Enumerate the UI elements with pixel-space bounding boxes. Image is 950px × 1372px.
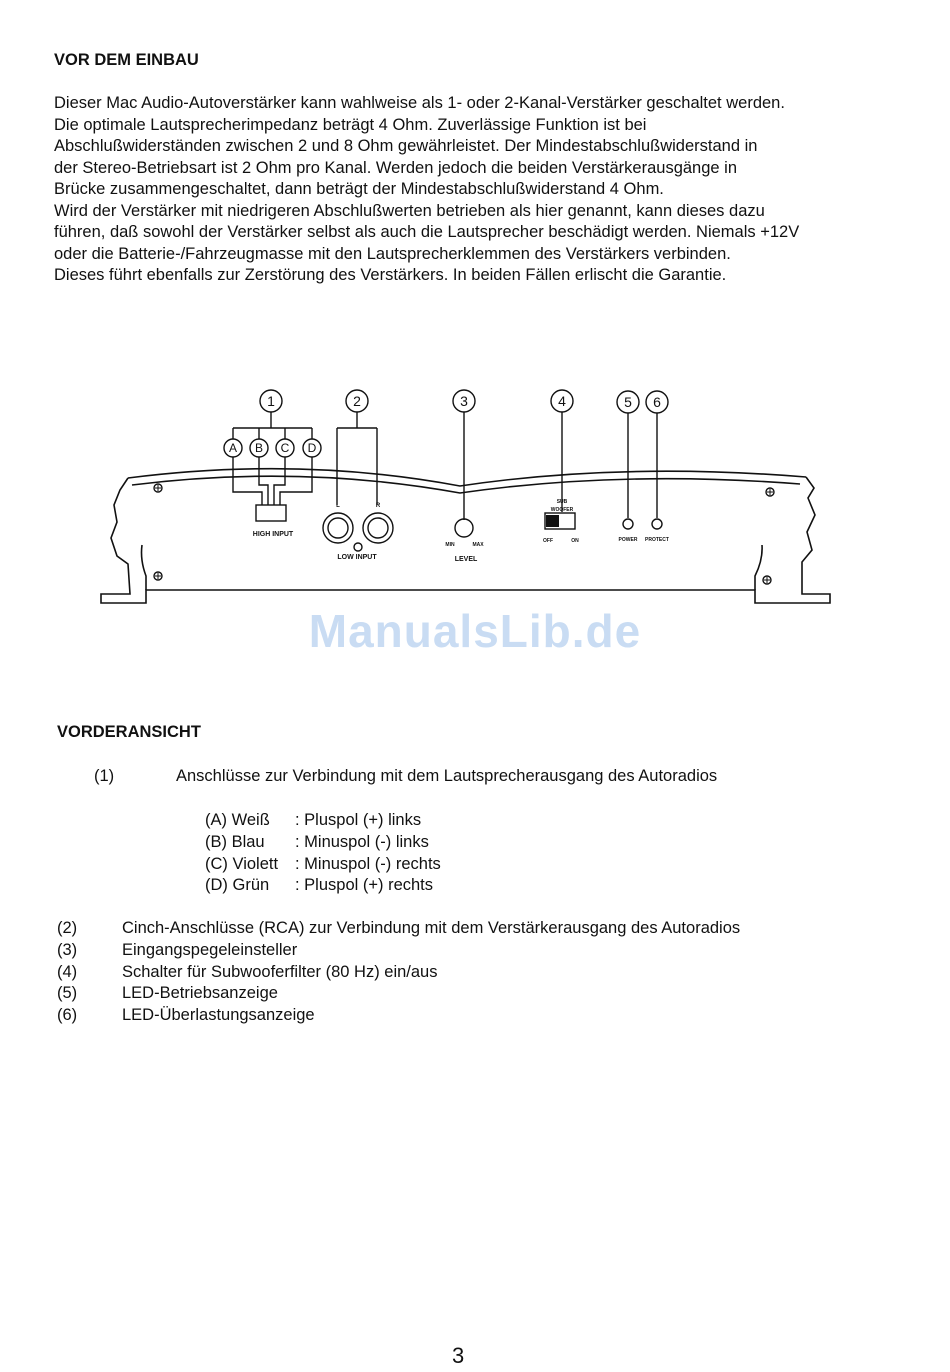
sub-callout-label: A — [228, 441, 238, 455]
page-number: 3 — [452, 1343, 465, 1368]
intro-line: Die optimale Lautsprecherimpedanz beträgt 4 Ohm. Zuverlässige Funktion ist bei — [54, 115, 647, 134]
wire-function: : Pluspol (+) links — [295, 811, 422, 829]
wire-color: (A) Weiß — [205, 811, 270, 829]
wire-color: (B) Blau — [205, 832, 265, 851]
intro-line: Abschlußwiderständen zwischen 2 und 8 Ohm gewährleistet. Der Mindestabschlußwiderstand in — [54, 137, 758, 155]
protect-led-label: PROTECT — [645, 537, 669, 543]
high-input-label: HIGH INPUT — [252, 531, 294, 538]
intro-line: Dieses führt ebenfalls zur Zerstörung des Verstärkers. In beiden Fällen erlischt die Garantie. — [54, 266, 727, 284]
item-text: Eingangspegeleinsteller — [122, 940, 298, 959]
callout-label: 6 — [653, 394, 661, 410]
item-number: (2) — [57, 919, 78, 937]
section-heading-front: VORDERANSICHT — [57, 723, 201, 741]
woofer-label: WOOFER — [550, 507, 574, 513]
switch-on-label: ON — [571, 538, 579, 544]
item-text: LED-Betriebsanzeige — [122, 984, 278, 1003]
low-input-label: LOW INPUT — [337, 554, 377, 561]
sub-callout-label: D — [307, 441, 317, 455]
item-number: (3) — [57, 940, 78, 959]
item-number: (1) — [94, 767, 115, 785]
intro-line: führen, daß sowohl der Verstärker selbst als auch die Lautsprecher beschädigt werden. Niemals +12V — [54, 223, 800, 241]
intro-line: der Stereo-Betriebsart ist 2 Ohm pro Kanal. Werden jedoch die beiden Verstärkerausgänge in — [54, 158, 738, 177]
callout-label: 3 — [460, 393, 468, 409]
wire-color: (D) Grün — [205, 876, 270, 895]
component-list — [57, 919, 857, 1028]
level-min-label: MIN — [445, 542, 455, 548]
intro-paragraph — [54, 93, 934, 287]
list-item — [57, 984, 857, 1006]
item-number: (6) — [57, 1006, 78, 1025]
right-channel-label: R — [375, 503, 381, 509]
item-text: Schalter für Subwooferfilter (80 Hz) ein/aus — [122, 962, 438, 981]
item-number: (5) — [57, 984, 78, 1003]
switch-off-label: OFF — [543, 538, 553, 544]
left-channel-label: L — [336, 503, 340, 509]
list-item — [57, 963, 857, 985]
callout-label: 5 — [624, 394, 632, 410]
section-heading-install: VOR DEM EINBAU — [54, 51, 199, 69]
intro-line: Brücke zusammengeschaltet, dann beträgt der Mindestabschlußwiderstand 4 Ohm. — [54, 180, 664, 198]
wire-color: (C) Violett — [205, 854, 279, 873]
sub-callout-label: B — [254, 441, 264, 455]
list-item — [57, 941, 857, 963]
intro-line: Wird der Verstärker mit niedrigeren Abschlußwerten betrieben als hier genannt, kann dieses dazu — [54, 201, 765, 220]
callout-label: 2 — [353, 393, 361, 409]
list-item — [57, 1006, 857, 1028]
wire-function: : Minuspol (-) links — [295, 832, 429, 851]
item-text: Anschlüsse zur Verbindung mit dem Lautsprecherausgang des Autoradios — [176, 767, 718, 785]
sub-label: SUB — [556, 499, 568, 505]
amplifier-front-view-diagram — [90, 380, 850, 620]
item-text: Cinch-Anschlüsse (RCA) zur Verbindung mit dem Verstärkerausgang des Autoradios — [122, 919, 741, 937]
intro-line: oder die Batterie-/Fahrzeugmasse mit den Lautsprecherklemmen des Verstärkers verbinden. — [54, 244, 731, 263]
list-item — [57, 919, 857, 941]
callout-label: 4 — [558, 393, 566, 409]
callout-label: 1 — [267, 393, 275, 409]
wire-function: : Minuspol (-) rechts — [295, 854, 441, 873]
intro-line: Dieser Mac Audio-Autoverstärker kann wahlweise als 1- oder 2-Kanal-Verstärker geschaltet werden. — [54, 94, 785, 112]
level-max-label: MAX — [472, 542, 484, 548]
item-number: (4) — [57, 962, 78, 981]
sub-callout-label: C — [280, 441, 290, 455]
watermark: ManualsLib.de — [308, 605, 642, 657]
level-label: LEVEL — [454, 556, 478, 563]
wire-function: : Pluspol (+) rechts — [295, 876, 434, 895]
item-text: LED-Überlastungsanzeige — [122, 1006, 315, 1025]
power-led-label: POWER — [618, 537, 638, 543]
